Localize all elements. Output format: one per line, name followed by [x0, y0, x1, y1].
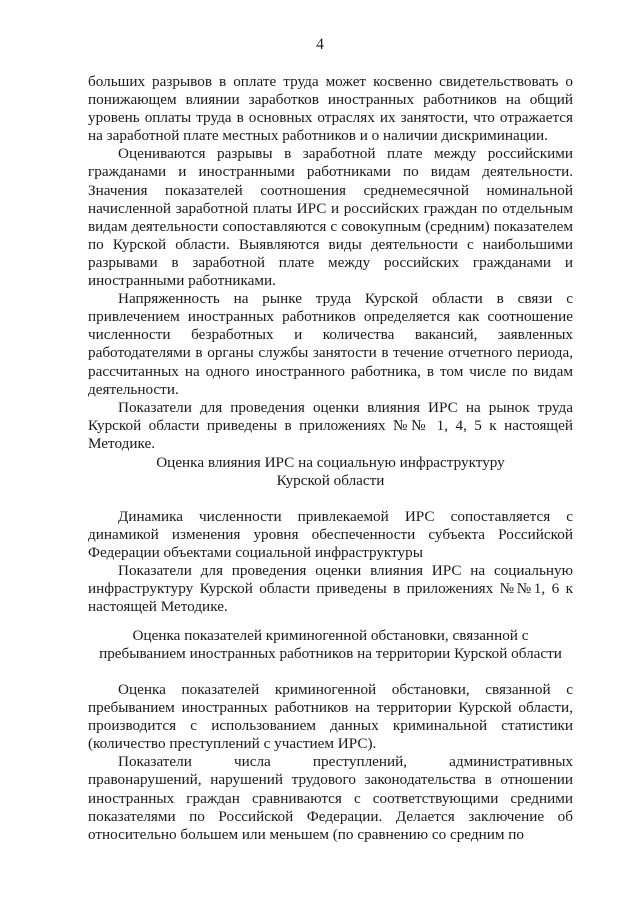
section-social-heading-line2: Курской области — [276, 472, 385, 490]
section-crime-heading-line2: пребыванием иностранных работников на территории Курской области — [99, 645, 562, 663]
page-number: 4 — [316, 36, 324, 53]
section-crime-text — [88, 681, 573, 844]
section-social-text — [88, 508, 573, 617]
section-social-heading-line1: Оценка влияния ИРС на социальную инфраструктуру — [156, 454, 505, 471]
section-crime-heading — [88, 627, 573, 663]
paragraph-social-indicators: Показатели для проведения оценки влияния ИРС на социальную инфраструктуру Курской области приведены в приложениях №№1, 6 к настоящей Методике. — [88, 562, 573, 616]
paragraph-labour-tension: Напряженность на рынке труда Курской области в связи с привлечением иностранных работников определяется как соотношение численности безработных и количества вакансий, заявленных работодателями в органы службы занятости в течение отчетного периода, рассчитанных на одного иностранного работника, в том числе по видам деятельности. — [88, 290, 573, 398]
paragraph-crime-indicators: Показатели числа преступлений, административных правонарушений, нарушений трудового законодательства в отношении иностранных граждан сравниваются с соответствующими средними показателями по Российской Федерации. Делается заключение об относительно большем или меньшем (по сравнению со средним по — [88, 753, 573, 843]
paragraph-social-dynamics: Динамика численности привлекаемой ИРС сопоставляется с динамикой изменения уровня обеспеченности субъекта Российской Федерации объектами социальной инфраструктуры — [88, 508, 573, 562]
paragraph-wage-gap-assessment: Оцениваются разрывы в заработной плате между российскими гражданами и иностранными работниками по видам деятельности. Значения показателей соотношения среднемесячной номинальной начисленной заработной платы ИРС и российских граждан по отдельным видам деятельности сопоставляются с совокупным (средним) показателем по Курской области. Выявляются виды деятельности с наибольшими разрывами в заработной плате между российских гражданами и иностранными работниками. — [88, 145, 573, 290]
paragraph-crime-assessment: Оценка показателей криминогенной обстановки, связанной с пребыванием иностранных работников на территории Курской области, производится с использованием данных криминальной статистики (количество преступлений с участием ИРС). — [88, 681, 573, 753]
section-crime-heading-line1: Оценка показателей криминогенной обстановки, связанной с — [132, 627, 529, 644]
paragraph-wage-gap-continuation: больших разрывов в оплате труда может косвенно свидетельствовать о понижающем влиянии заработков иностранных работников на общий уровень оплаты труда в основных отраслях их занятости, что отражается на заработной плате местных работников и о наличии дискриминации. — [88, 73, 573, 145]
paragraph-labour-indicators: Показатели для проведения оценки влияния ИРС на рынок труда Курской области приведены в приложениях №№ 1, 4, 5 к настоящей Методике. — [88, 398, 573, 452]
section-social-heading — [88, 454, 573, 490]
labour-market-text — [88, 73, 573, 453]
